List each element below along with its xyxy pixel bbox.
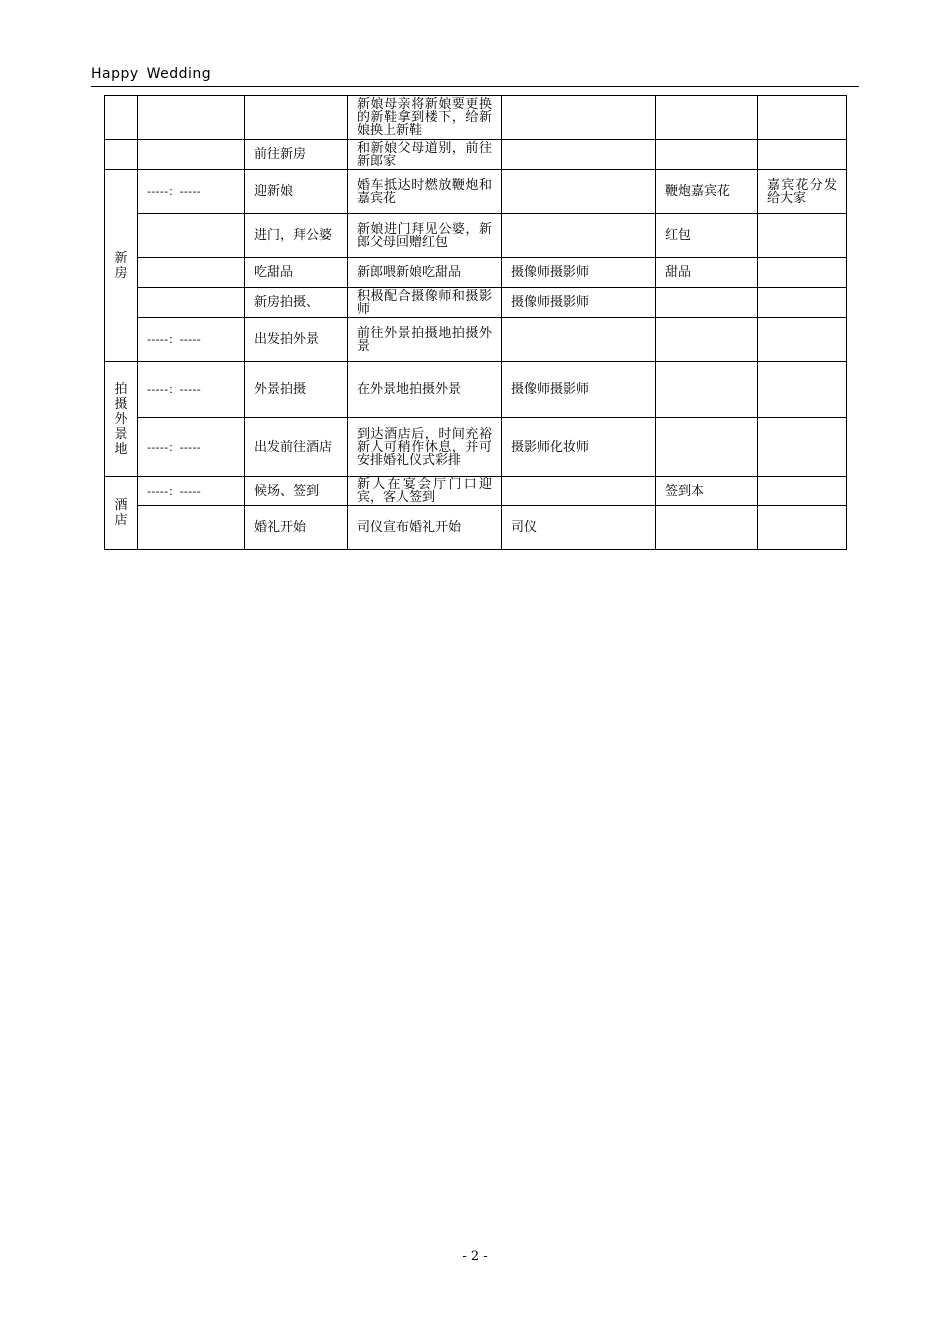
content-cell: 前往外景拍摄地拍摄外景 — [348, 318, 502, 362]
event-cell: 迎新娘 — [245, 170, 348, 214]
time-cell — [138, 258, 245, 288]
notes-cell — [758, 506, 847, 550]
event-cell: 进门，拜公婆 — [245, 214, 348, 258]
items-cell: 鞭炮嘉宾花 — [656, 170, 758, 214]
time-cell — [138, 140, 245, 170]
staff-cell — [502, 96, 656, 140]
time-cell — [138, 96, 245, 140]
items-cell: 甜品 — [656, 258, 758, 288]
event-cell — [245, 96, 348, 140]
items-cell — [656, 140, 758, 170]
items-cell — [656, 506, 758, 550]
table-row — [105, 170, 847, 214]
place-cell-new-house — [105, 170, 138, 362]
content-cell: 新人在宴会厅门口迎宾，客人签到 — [348, 477, 502, 506]
content-cell: 司仪宣布婚礼开始 — [348, 506, 502, 550]
staff-cell — [502, 140, 656, 170]
content-cell: 在外景地拍摄外景 — [348, 362, 502, 418]
notes-cell — [758, 96, 847, 140]
notes-cell: 嘉宾花分发给大家 — [758, 170, 847, 214]
event-cell: 外景拍摄 — [245, 362, 348, 418]
content-cell: 新娘进门拜见公婆，新郎父母回赠红包 — [348, 214, 502, 258]
notes-cell — [758, 258, 847, 288]
event-cell: 出发前往酒店 — [245, 418, 348, 477]
items-cell — [656, 418, 758, 477]
content-cell: 新郎喂新娘吃甜品 — [348, 258, 502, 288]
staff-cell: 摄像师摄影师 — [502, 258, 656, 288]
header-title: Happy Wedding — [91, 66, 212, 82]
staff-cell: 摄像师摄影师 — [502, 362, 656, 418]
notes-cell — [758, 140, 847, 170]
place-label: 拍摄外景地 — [114, 381, 128, 457]
staff-cell: 司仪 — [502, 506, 656, 550]
items-cell — [656, 96, 758, 140]
notes-cell — [758, 362, 847, 418]
items-cell — [656, 318, 758, 362]
event-cell: 候场、签到 — [245, 477, 348, 506]
notes-cell — [758, 288, 847, 318]
notes-cell — [758, 318, 847, 362]
staff-cell: 摄影师化妆师 — [502, 418, 656, 477]
table-row — [105, 477, 847, 506]
content-cell: 到达酒店后，时间充裕新人可稍作休息，并可安排婚礼仪式彩排 — [348, 418, 502, 477]
event-cell: 吃甜品 — [245, 258, 348, 288]
staff-cell — [502, 477, 656, 506]
content-cell: 婚车抵达时燃放鞭炮和嘉宾花 — [348, 170, 502, 214]
notes-cell — [758, 418, 847, 477]
page-number: - 2 - — [462, 1249, 488, 1264]
staff-cell — [502, 214, 656, 258]
table-row — [105, 506, 847, 550]
content-cell: 积极配合摄像师和摄影师 — [348, 288, 502, 318]
time-cell — [138, 214, 245, 258]
place-cell-outdoor — [105, 362, 138, 477]
event-cell: 前往新房 — [245, 140, 348, 170]
place-label: 新房 — [114, 250, 128, 281]
content-cell: 和新娘父母道别，前往新郎家 — [348, 140, 502, 170]
time-cell: -----：----- — [138, 418, 245, 477]
time-cell: -----：----- — [138, 318, 245, 362]
table-row — [105, 96, 847, 140]
table-row — [105, 258, 847, 288]
wedding-schedule-table — [104, 95, 847, 550]
table-row — [105, 288, 847, 318]
time-cell: -----：----- — [138, 477, 245, 506]
items-cell: 红包 — [656, 214, 758, 258]
items-cell — [656, 288, 758, 318]
place-label: 酒店 — [114, 498, 128, 528]
table-row — [105, 318, 847, 362]
place-cell-hotel — [105, 477, 138, 550]
time-cell — [138, 506, 245, 550]
time-cell — [138, 288, 245, 318]
place-cell — [105, 96, 138, 140]
staff-cell — [502, 318, 656, 362]
place-cell — [105, 140, 138, 170]
staff-cell: 摄像师摄影师 — [502, 288, 656, 318]
notes-cell — [758, 214, 847, 258]
time-cell: -----：----- — [138, 170, 245, 214]
table-row — [105, 362, 847, 418]
table-row — [105, 418, 847, 477]
header-divider — [91, 86, 859, 87]
event-cell: 出发拍外景 — [245, 318, 348, 362]
staff-cell — [502, 170, 656, 214]
table-row — [105, 140, 847, 170]
time-cell: -----：----- — [138, 362, 245, 418]
notes-cell — [758, 477, 847, 506]
items-cell: 签到本 — [656, 477, 758, 506]
event-cell: 新房拍摄、 — [245, 288, 348, 318]
event-cell: 婚礼开始 — [245, 506, 348, 550]
content-cell: 新娘母亲将新娘要更换的新鞋拿到楼下，给新娘换上新鞋 — [348, 96, 502, 140]
items-cell — [656, 362, 758, 418]
table-row — [105, 214, 847, 258]
